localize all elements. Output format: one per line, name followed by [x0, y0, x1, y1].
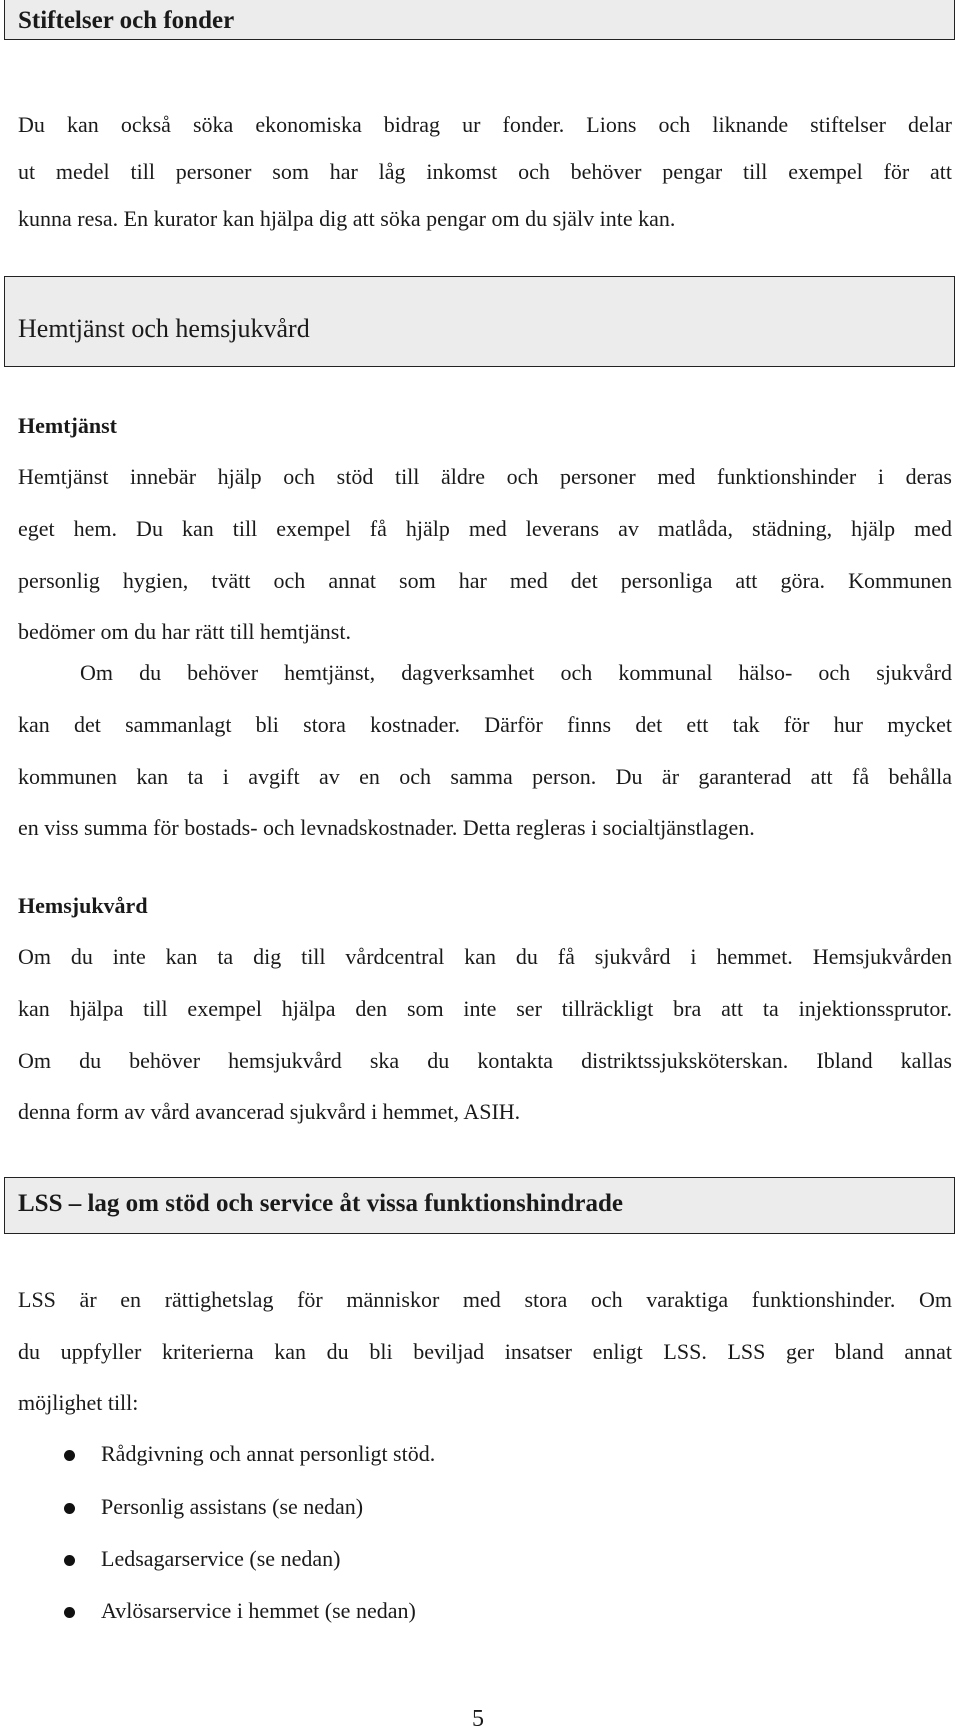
bullet-icon — [64, 1503, 75, 1514]
paragraph-line: ut medel till personer som har låg inkomst och behöver pengar till exempel för att — [18, 159, 952, 184]
section-header-stiftelser — [4, 0, 955, 40]
paragraph-line: Hemtjänst innebär hjälp och stöd till äldre och personer med funktionshinder i deras — [18, 464, 952, 489]
section-header-hemtjanst — [4, 276, 955, 367]
list-item-text: Ledsagarservice (se nedan) — [101, 1546, 341, 1571]
list-item-text: Rådgivning och annat personligt stöd. — [101, 1441, 436, 1466]
paragraph-line: LSS är en rättighetslag för människor med stora och varaktiga funktionshinder. Om — [18, 1287, 952, 1312]
section-title-stiftelser: Stiftelser och fonder — [18, 7, 235, 34]
list-item-text: Avlösarservice i hemmet (se nedan) — [101, 1598, 416, 1623]
paragraph-line: Om du inte kan ta dig till vårdcentral kan du få sjukvård i hemmet. Hemsjukvården — [18, 944, 952, 969]
bullet-icon — [64, 1450, 75, 1461]
paragraph-line: kan det sammanlagt bli stora kostnader. Därför finns det ett tak för hur mycket — [18, 712, 952, 737]
paragraph-line: kan hjälpa till exempel hjälpa den som inte ser tillräckligt bra att ta injektionssprutor. — [18, 996, 952, 1021]
paragraph-line: denna form av vård avancerad sjukvård i hemmet, ASIH. — [18, 1099, 521, 1124]
paragraph-line-indented: Om du behöver hemtjänst, dagverksamhet och kommunal hälso- och sjukvård — [80, 660, 952, 685]
paragraph-line: Om du behöver hemsjukvård ska du kontakta distriktssjuksköterskan. Ibland kallas — [18, 1048, 952, 1073]
paragraph-line: bedömer om du har rätt till hemtjänst. — [18, 619, 351, 644]
subheading-hemtjanst: Hemtjänst — [18, 413, 117, 438]
subheading-hemsjukvard: Hemsjukvård — [18, 893, 148, 918]
paragraph-line: kunna resa. En kurator kan hjälpa dig att söka pengar om du själv inte kan. — [18, 206, 676, 231]
paragraph-line: kommunen kan ta i avgift av en och samma person. Du är garanterad att få behålla — [18, 764, 952, 789]
paragraph-line: personlig hygien, tvätt och annat som har med det personliga att göra. Kommunen — [18, 568, 952, 593]
page-number: 5 — [472, 1706, 484, 1732]
paragraph-line: en viss summa för bostads- och levnadskostnader. Detta regleras i socialtjänstlagen. — [18, 815, 755, 840]
section-header-lss — [4, 1177, 955, 1234]
paragraph-line: möjlighet till: — [18, 1390, 139, 1415]
paragraph-line: du uppfyller kriterierna kan du bli beviljad insatser enligt LSS. LSS ger bland annat — [18, 1339, 952, 1364]
list-item-text: Personlig assistans (se nedan) — [101, 1494, 364, 1519]
section-title-hemtjanst: Hemtjänst och hemsjukvård — [18, 314, 310, 343]
bullet-icon — [64, 1607, 75, 1618]
section-title-lss: LSS – lag om stöd och service åt vissa funktionshindrade — [18, 1190, 623, 1217]
bullet-icon — [64, 1555, 75, 1566]
paragraph-line: eget hem. Du kan till exempel få hjälp med leverans av matlåda, städning, hjälp med — [18, 516, 952, 541]
paragraph-line: Du kan också söka ekonomiska bidrag ur fonder. Lions och liknande stiftelser delar — [18, 112, 952, 137]
